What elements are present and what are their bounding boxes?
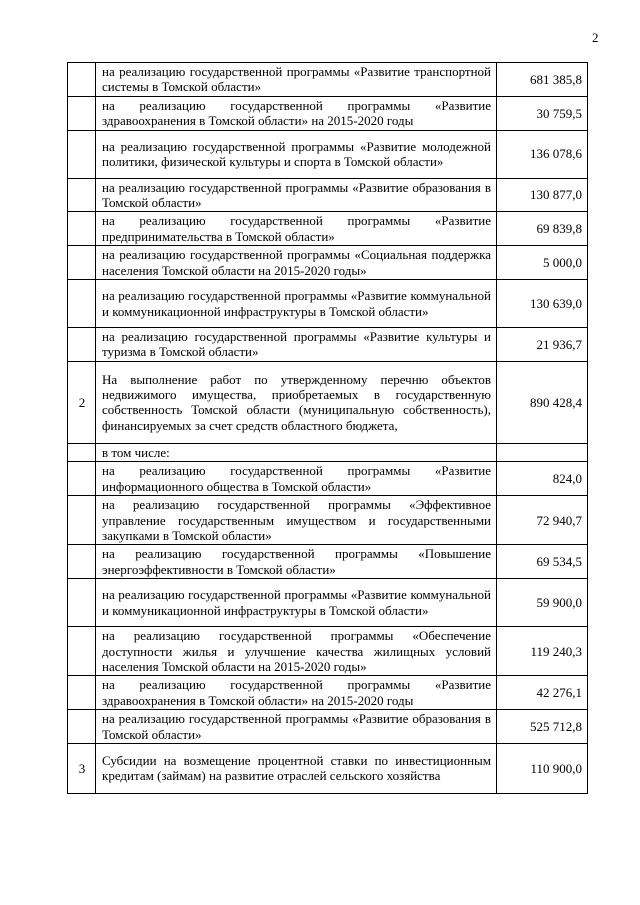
budget-table [67, 62, 588, 794]
row-amount-cell: 21 936,7 [497, 328, 588, 362]
row-description-cell: на реализацию государственной программы «Развитие здравоохранения в Томской области» на 2015-2020 годы [96, 676, 497, 710]
row-number-cell [68, 246, 96, 280]
row-number-cell [68, 710, 96, 744]
row-number-cell [68, 627, 96, 676]
row-number-cell [68, 63, 96, 97]
row-amount-cell [497, 443, 588, 461]
row-amount-cell: 110 900,0 [497, 743, 588, 793]
row-description-cell: на реализацию государственной программы «Развитие коммунальной и коммуникационной инфраструктуры в Томской области» [96, 579, 497, 627]
row-amount-cell: 69 839,8 [497, 212, 588, 246]
row-number-cell [68, 212, 96, 246]
row-description-cell: в том числе: [96, 443, 497, 461]
table-row [68, 130, 588, 178]
row-description-cell: на реализацию государственной программы «Развитие предпринимательства в Томской области» [96, 212, 497, 246]
table-row [68, 178, 588, 212]
row-amount-cell: 130 639,0 [497, 280, 588, 328]
row-number-cell: 3 [68, 743, 96, 793]
row-amount-cell: 30 759,5 [497, 96, 588, 130]
row-amount-cell: 130 877,0 [497, 178, 588, 212]
table-row [68, 462, 588, 496]
table-row [68, 280, 588, 328]
table-row [68, 676, 588, 710]
row-description-cell: на реализацию государственной программы «Эффективное управление государственным имуществом и государственными закупками в Томской области» [96, 496, 497, 545]
row-amount-cell: 681 385,8 [497, 63, 588, 97]
table-row [68, 710, 588, 744]
row-description-cell: на реализацию государственной программы «Социальная поддержка населения Томской области на 2015-2020 годы» [96, 246, 497, 280]
row-description-cell: на реализацию государственной программы «Обеспечение доступности жилья и улучшение качества жилищных условий населения Томской области на 2015-2020 годы» [96, 627, 497, 676]
row-description-cell: на реализацию государственной программы «Повышение энергоэффективности в Томской области» [96, 545, 497, 579]
row-description-cell: на реализацию государственной программы «Развитие образования в Томской области» [96, 710, 497, 744]
table-row [68, 361, 588, 443]
table-row [68, 328, 588, 362]
table-row [68, 545, 588, 579]
row-description-cell: на реализацию государственной программы «Развитие образования в Томской области» [96, 178, 497, 212]
table-row [68, 627, 588, 676]
row-description-cell: На выполнение работ по утвержденному перечню объектов недвижимого имущества, приобретаемых в государственную собственность Томской области (муниципальную собственность), финансируемых за счет средств областного бюджета, [96, 361, 497, 443]
row-number-cell [68, 462, 96, 496]
row-amount-cell: 59 900,0 [497, 579, 588, 627]
row-number-cell [68, 496, 96, 545]
row-description-cell: на реализацию государственной программы «Развитие здравоохранения в Томской области» на 2015-2020 годы [96, 96, 497, 130]
table-row [68, 496, 588, 545]
row-amount-cell: 525 712,8 [497, 710, 588, 744]
table-row [68, 743, 588, 793]
table-row [68, 63, 588, 97]
row-number-cell [68, 328, 96, 362]
row-amount-cell: 136 078,6 [497, 130, 588, 178]
row-description-cell: на реализацию государственной программы «Развитие молодежной политики, физической культуры и спорта в Томской области» [96, 130, 497, 178]
row-number-cell [68, 178, 96, 212]
row-description-cell: на реализацию государственной программы «Развитие коммунальной и коммуникационной инфраструктуры в Томской области» [96, 280, 497, 328]
row-description-cell: на реализацию государственной программы «Развитие информационного общества в Томской области» [96, 462, 497, 496]
row-number-cell [68, 443, 96, 461]
row-amount-cell: 72 940,7 [497, 496, 588, 545]
row-number-cell [68, 676, 96, 710]
row-number-cell [68, 545, 96, 579]
row-number-cell [68, 579, 96, 627]
table-row [68, 246, 588, 280]
table-row [68, 96, 588, 130]
row-number-cell: 2 [68, 361, 96, 443]
row-amount-cell: 890 428,4 [497, 361, 588, 443]
table-row [68, 579, 588, 627]
row-amount-cell: 69 534,5 [497, 545, 588, 579]
row-amount-cell: 5 000,0 [497, 246, 588, 280]
row-description-cell: на реализацию государственной программы «Развитие транспортной системы в Томской области» [96, 63, 497, 97]
table-row [68, 212, 588, 246]
row-description-cell: Субсидии на возмещение процентной ставки по инвестиционным кредитам (займам) на развитие отраслей сельского хозяйства [96, 743, 497, 793]
row-number-cell [68, 96, 96, 130]
row-amount-cell: 824,0 [497, 462, 588, 496]
table-row [68, 443, 588, 461]
row-amount-cell: 42 276,1 [497, 676, 588, 710]
row-number-cell [68, 130, 96, 178]
row-amount-cell: 119 240,3 [497, 627, 588, 676]
page-number: 2 [592, 30, 599, 45]
row-number-cell [68, 280, 96, 328]
row-description-cell: на реализацию государственной программы «Развитие культуры и туризма в Томской области» [96, 328, 497, 362]
